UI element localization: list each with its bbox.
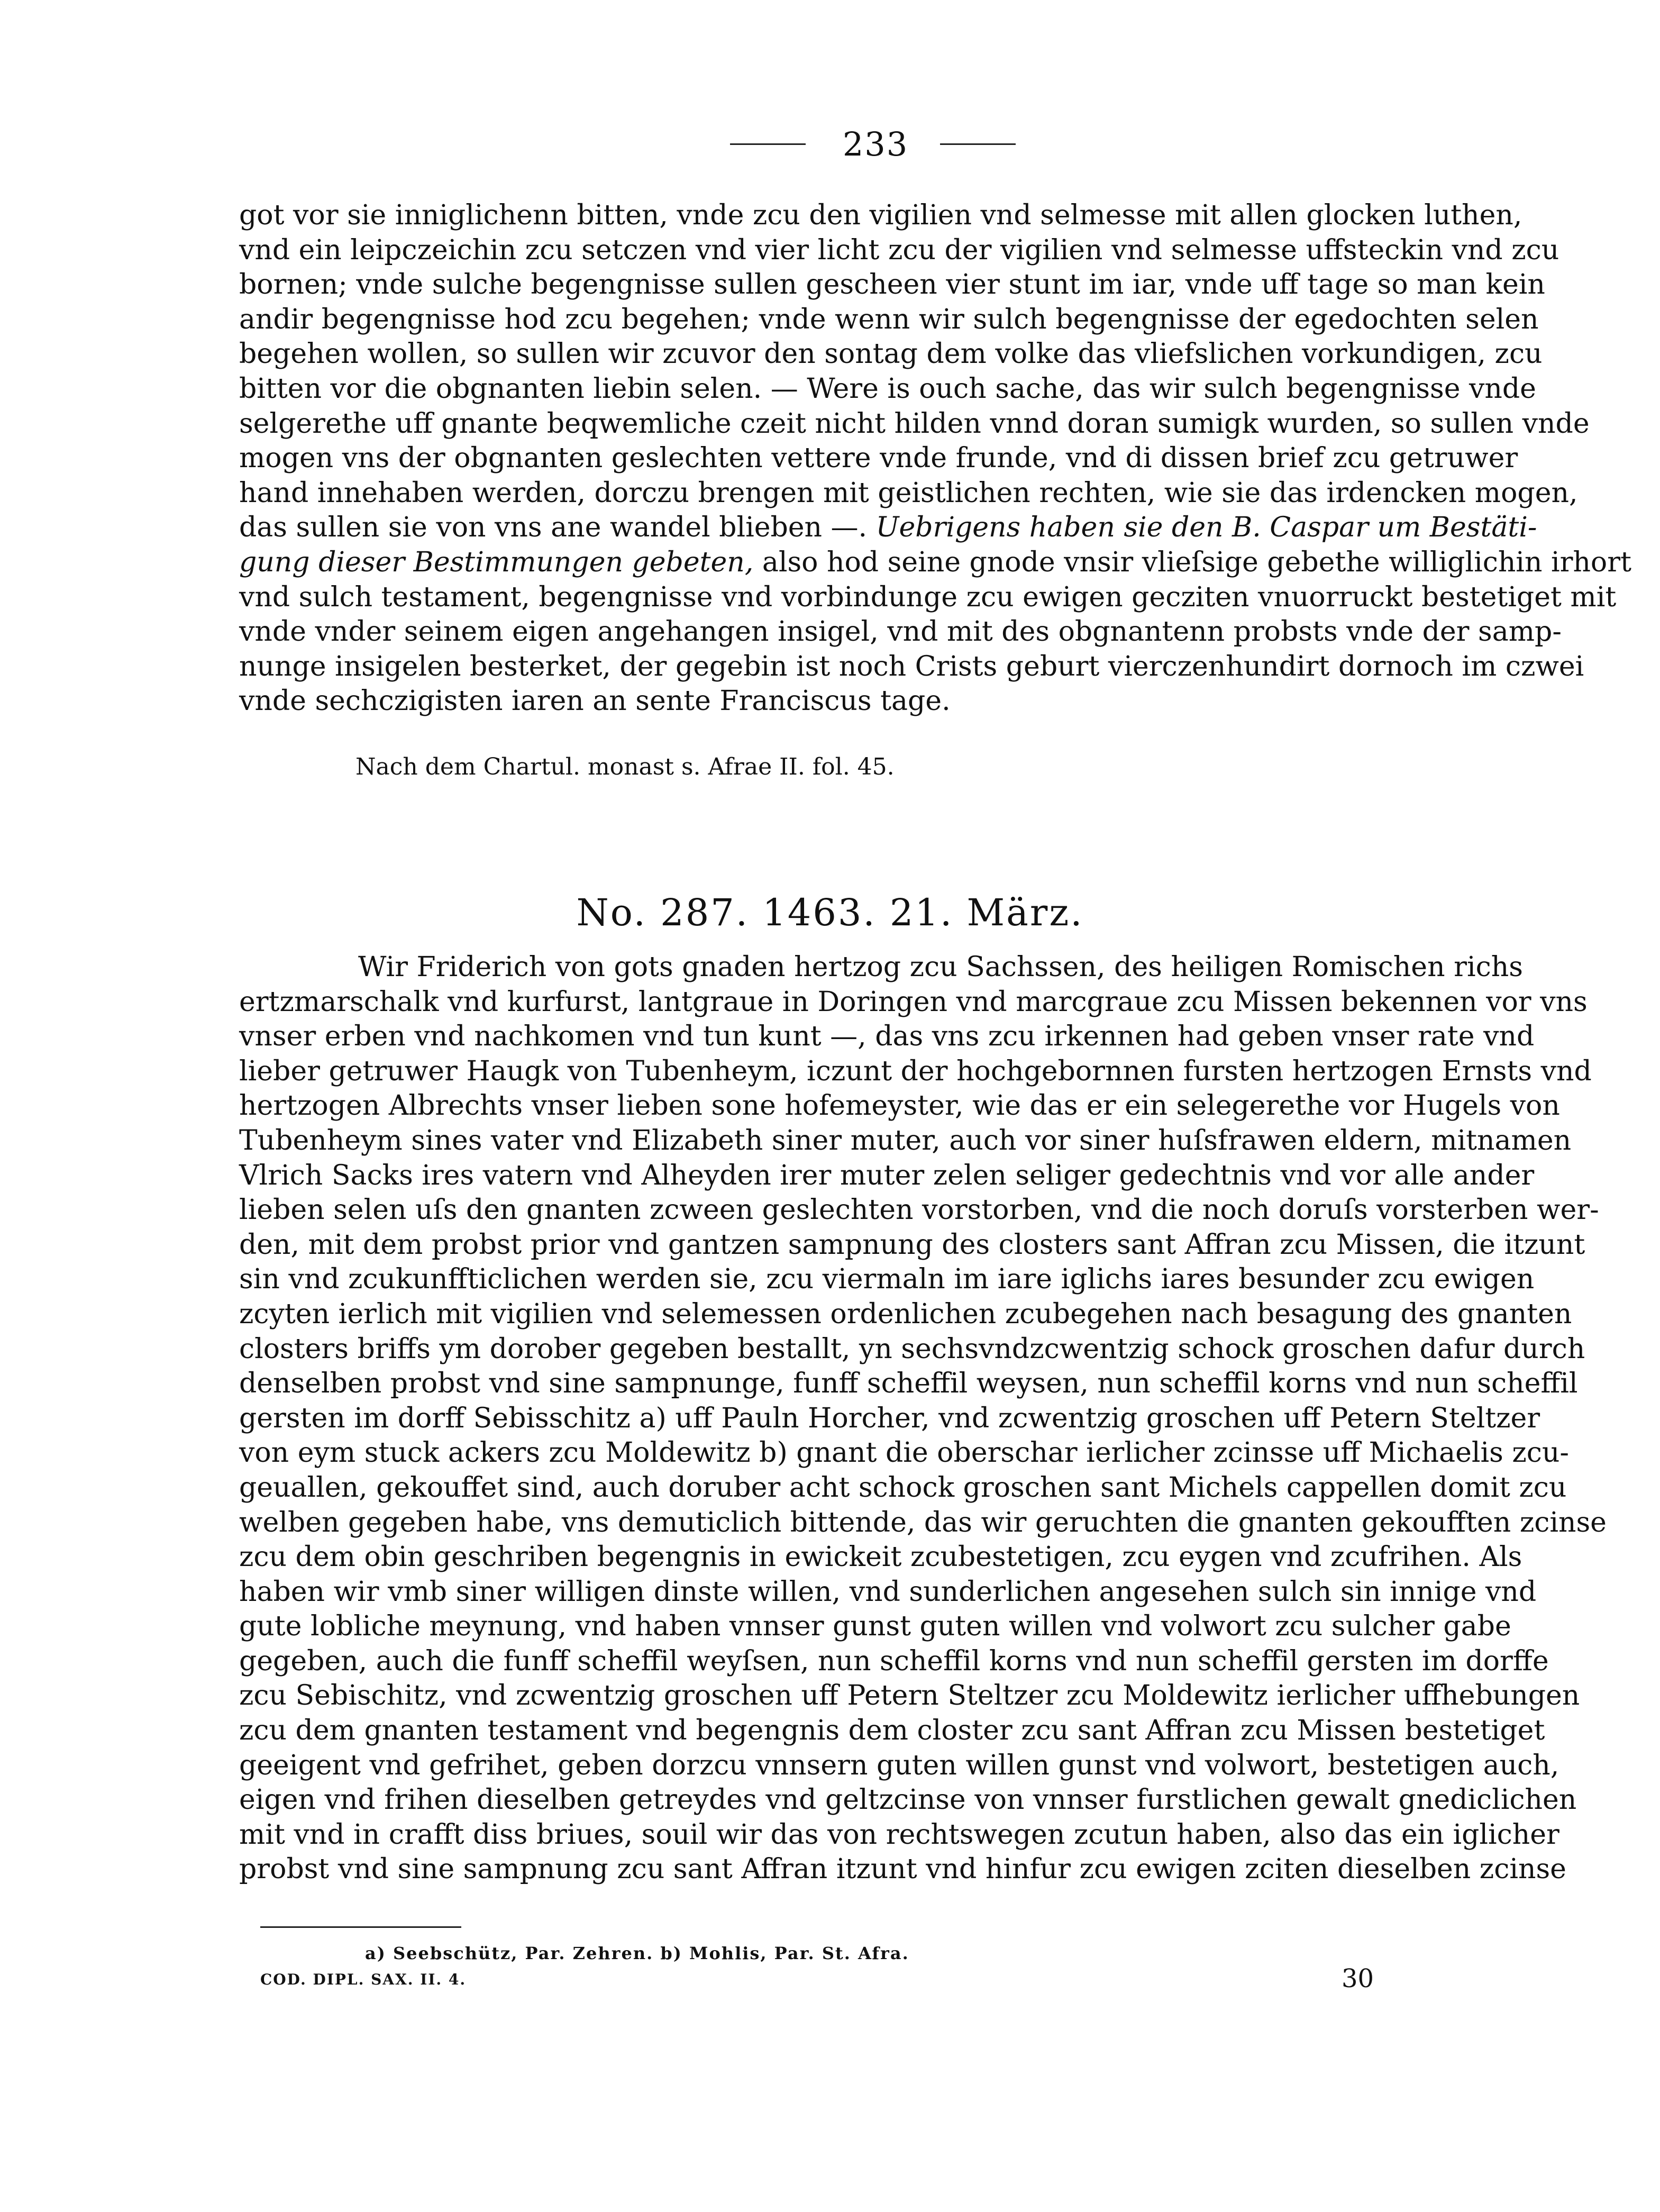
- page-number: 233: [842, 124, 909, 163]
- document-title: No. 287. 1463. 21. März.: [576, 891, 1084, 934]
- text-line: geeigent vnd gefrihet, geben dorzcu vnnsern guten willen gunst vnd volwort, bestetigen auch,: [239, 1749, 1559, 1781]
- text-line: den, mit dem probst prior vnd gantzen sampnung des closters sant Affran zcu Missen, die itzunt: [239, 1228, 1585, 1261]
- text-line: mit vnd in crafft diss briues, souil wir das von rechtswegen zcutun haben, also das ein iglicher: [239, 1818, 1559, 1851]
- text-line: zcu dem obin geschriben begengnis in ewickeit zcubestetigen, zcu eygen vnd zcufrihen. Als: [239, 1541, 1522, 1573]
- text-line: got vor sie inniglichenn bitten, vnde zcu den vigilien vnd selmesse mit allen glocken luthen,: [239, 199, 1522, 231]
- source-note: Nach dem Chartul. monast s. Afrae II. fol. 45.: [355, 753, 895, 780]
- text-line: closters briffs ym dorober gegeben bestallt, yn sechsvndzcwentzig schock groschen dafur durch: [239, 1333, 1585, 1365]
- text-line: lieben selen uſs den gnanten zcween geslechten vorstorben, vnd die noch doruſs vorsterben wer-: [239, 1194, 1599, 1226]
- text-line: gute lobliche meynung, vnd haben vnnser gunst guten willen vnd volwort zcu sulcher gabe: [239, 1610, 1511, 1643]
- text-line: sin vnd zcukunffticlichen werden sie, zcu viermaln im iare iglichs iares besunder zcu ewigen: [239, 1263, 1535, 1296]
- codex-reference: COD. DIPL. SAX. II. 4.: [260, 1971, 467, 1988]
- italic-editorial-note: gung dieser Bestimmungen gebeten,: [239, 546, 754, 578]
- text-line: nunge insigelen besterket, der gegebin ist noch Crists geburt vierczenhundirt dornoch im czwei: [239, 650, 1584, 682]
- continued-text-block: [239, 198, 1631, 719]
- text-line: hand innehaben werden, dorczu brengen mit geistlichen rechten, wie sie das irdencken mogen,: [239, 477, 1578, 509]
- text-line: zcu dem gnanten testament vnd begengnis dem closter zcu sant Affran zcu Missen bestetiget: [239, 1715, 1545, 1747]
- text-line: vnde sechczigisten iaren an sente Franciscus tage.: [239, 685, 951, 717]
- text-line: bitten vor die obgnanten liebin selen. — Were is ouch sache, das wir sulch begengnisse vnde: [239, 372, 1536, 405]
- text-line: zcu Sebischitz, vnd zcwentzig groschen uff Petern Steltzer zcu Moldewitz ierlicher uffhebungen: [239, 1680, 1580, 1712]
- text-run: also hod seine gnode vnsir vlieſsige gebethe williglichin irhort: [753, 546, 1631, 578]
- text-line: haben wir vmb siner willigen dinste willen, vnd sunderlichen angesehen sulch sin innige vnd: [239, 1576, 1537, 1608]
- header-rule-right: [940, 143, 1016, 145]
- text-line: ertzmarschalk vnd kurfurst, lantgraue in Doringen vnd marcgraue zcu Missen bekennen vor vns: [239, 986, 1588, 1018]
- header-rule-left: [730, 143, 806, 145]
- text-line: selgerethe uff gnante beqwemliche czeit nicht hilden vnnd doran sumigk wurden, so sullen vnde: [239, 407, 1590, 440]
- footnotes: a) Seebschütz, Par. Zehren. b) Mohlis, Par. St. Afra.: [365, 1943, 909, 1963]
- printer-signature: 30: [1342, 1964, 1374, 1993]
- text-line: zcyten ierlich mit vigilien vnd selemessen ordenlichen zcubegehen nach besagung des gnanten: [239, 1298, 1572, 1330]
- text-line: vnde vnder seinem eigen angehangen insigel, vnd mit des obgnantenn probsts vnde der samp-: [239, 616, 1562, 648]
- footnote-divider: [260, 1926, 461, 1928]
- text-line: Vlrich Sacks ires vatern vnd Alheyden irer muter zelen seliger gedechtnis vnd vor alle ander: [239, 1159, 1535, 1191]
- text-line: begehen wollen, so sullen wir zcuvor den sontag dem volke das vliefslichen vorkundigen, zcu: [239, 338, 1543, 370]
- italic-editorial-note: Uebrigens haben sie den B. Caspar um Bestäti-: [875, 512, 1537, 544]
- page-header: [730, 123, 1016, 165]
- text-line-mixed: [239, 511, 1537, 545]
- text-line: Wir Friderich von gots gnaden hertzog zcu Sachssen, des heiligen Romischen richs: [358, 951, 1523, 983]
- text-line: probst vnd sine sampnung zcu sant Affran itzunt vnd hinfur zcu ewigen zciten dieselben zcinse: [239, 1853, 1566, 1886]
- text-line: andir begengnisse hod zcu begehen; vnde wenn wir sulch begengnisse der egedochten selen: [239, 303, 1539, 335]
- text-line: lieber getruwer Haugk von Tubenheym, iczunt der hochgebornnen fursten hertzogen Ernsts vnd: [239, 1055, 1592, 1087]
- text-line: vnd ein leipczeichin zcu setczen vnd vier licht zcu der vigilien vnd selmesse uffsteckin vnd zcu: [239, 234, 1559, 266]
- text-line: gegeben, auch die funff scheffil weyſsen, nun scheffil korns vnd nun scheffil gersten im dorffe: [239, 1645, 1549, 1677]
- text-line: hertzogen Albrechts vnser lieben sone hofemeyster, wie das er ein selegerethe vor Hugels von: [239, 1090, 1560, 1122]
- charter-text-block: [239, 950, 1607, 1887]
- text-line: geuallen, gekouffet sind, auch doruber acht schock groschen sant Michels cappellen domit zcu: [239, 1471, 1567, 1504]
- text-line: vnd sulch testament, begengnisse vnd vorbindunge zcu ewigen gecziten vnuorruckt bestetiget mit: [239, 581, 1617, 613]
- text-line: welben gegeben habe, vns demuticlich bittende, das wir geruchten die gnanten gekoufften zcinse: [239, 1506, 1607, 1539]
- text-line-mixed: [239, 545, 1631, 580]
- text-line: gersten im dorff Sebisschitz a) uff Pauln Horcher, vnd zcwentzig groschen uff Petern Steltzer: [239, 1402, 1540, 1434]
- text-line: eigen vnd frihen dieselben getreydes vnd geltzcinse von vnnser furstlichen gewalt gnediclichen: [239, 1784, 1577, 1816]
- text-line: von eym stuck ackers zcu Moldewitz b) gnant die oberschar ierlicher zcinsse uff Michaelis zcu-: [239, 1437, 1569, 1469]
- text-line: Tubenheym sines vater vnd Elizabeth siner muter, auch vor siner huſsfrawen eldern, mitnamen: [239, 1124, 1572, 1157]
- text-line: denselben probst vnd sine sampnunge, funff scheffil weysen, nun scheffil korns vnd nun scheffil: [239, 1368, 1578, 1400]
- text-line: bornen; vnde sulche begengnisse sullen gescheen vier stunt im iar, vnde uff tage so man kein: [239, 269, 1545, 301]
- text-line: vnser erben vnd nachkomen vnd tun kunt —, das vns zcu irkennen had geben vnser rate vnd: [239, 1021, 1535, 1053]
- text-run: das sullen sie von vns ane wandel blieben —.: [239, 512, 876, 544]
- text-line: mogen vns der obgnanten geslechten vettere vnde frunde, vnd di dissen brief zcu getruwer: [239, 442, 1518, 475]
